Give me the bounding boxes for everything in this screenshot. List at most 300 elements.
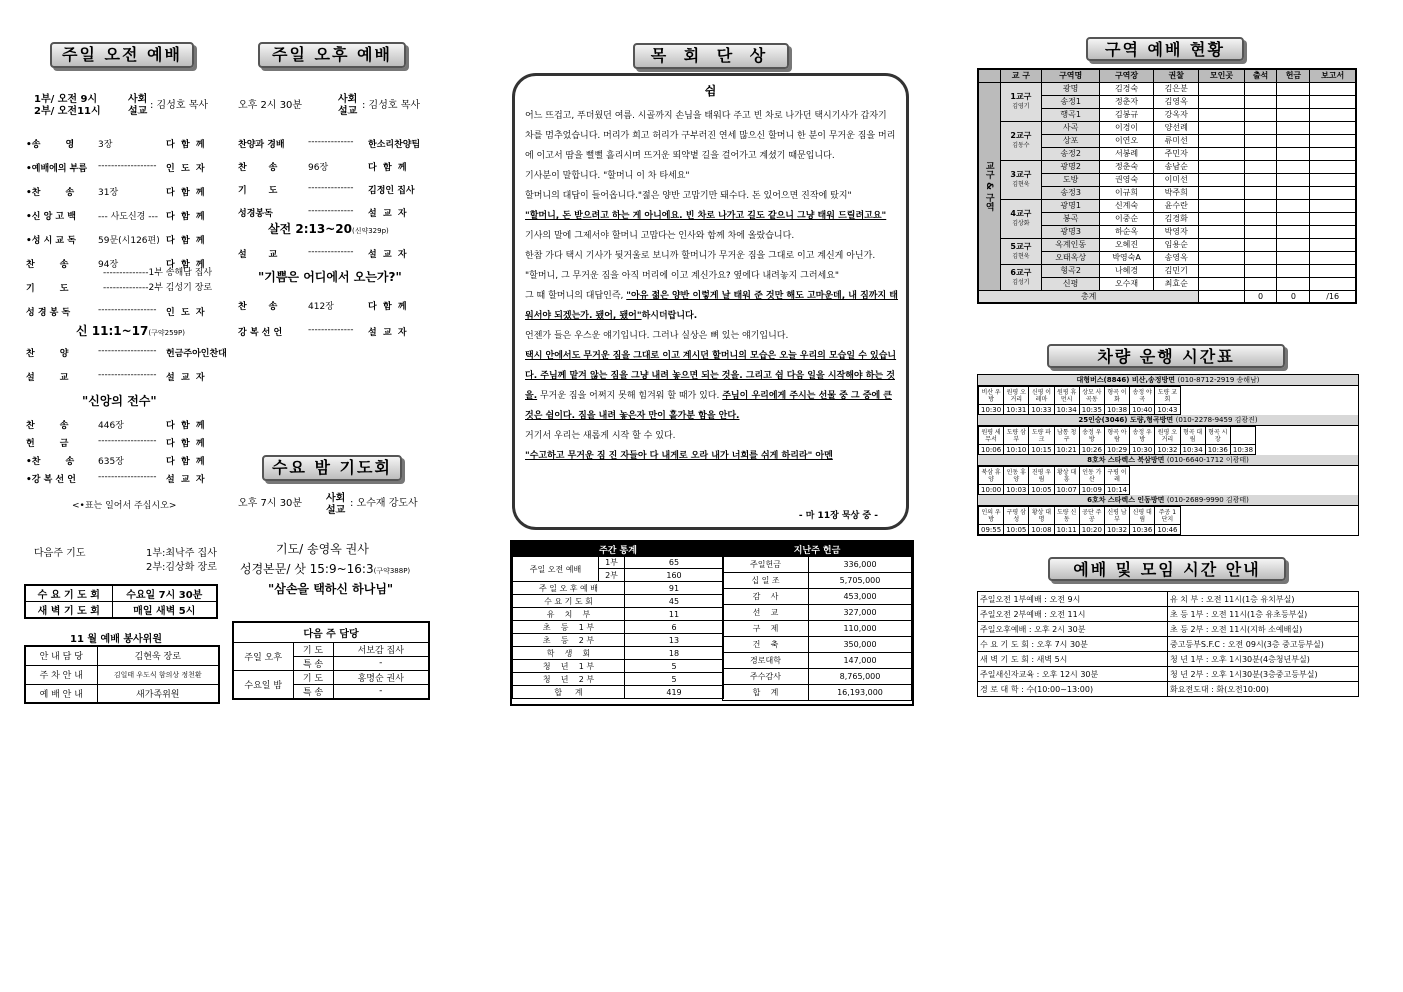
schedule-right: 초 등 2부 : 오전 11시(지하 소예배실) bbox=[1168, 622, 1359, 637]
bus-title: 차량 운행 시간표 bbox=[1047, 344, 1285, 368]
district-cell: 도방 bbox=[1042, 173, 1100, 186]
district-cell: 사곡 bbox=[1042, 121, 1100, 134]
afternoon-time: 오후 2시 30분 bbox=[238, 100, 303, 111]
bus-schedule bbox=[977, 374, 1359, 536]
order-detail: 446장 bbox=[98, 421, 124, 431]
morning-sermon-title: "신앙의 전수" bbox=[82, 394, 157, 408]
afternoon-leader-label-1: 사회 bbox=[338, 94, 358, 105]
order-row bbox=[26, 134, 216, 158]
order-item: 찬 송 bbox=[26, 421, 69, 431]
district-blank bbox=[1310, 199, 1356, 212]
stats-value: 6 bbox=[625, 621, 724, 634]
team-role: 주 차 안 내 bbox=[25, 665, 97, 684]
column-paragraph: 기사분이 말합니다. "할머니 이 차 타세요" bbox=[525, 171, 690, 181]
order-detail: ------------------ bbox=[98, 161, 157, 171]
order-row bbox=[238, 296, 426, 322]
district-blank bbox=[1277, 134, 1310, 147]
district-blank bbox=[1310, 225, 1356, 238]
order-row bbox=[26, 433, 216, 451]
stats-value: 5 bbox=[625, 660, 724, 673]
district-cell: 임용순 bbox=[1154, 238, 1199, 251]
duty-person: 서보감 집사 bbox=[333, 642, 429, 656]
district-blank bbox=[1199, 199, 1244, 212]
order-item: 성경봉독 bbox=[238, 209, 273, 219]
order-row bbox=[26, 230, 216, 254]
stats-label: 초 등 2 부 bbox=[513, 634, 625, 647]
column-title: 목 회 단 상 bbox=[633, 43, 789, 69]
column-paragraph: 언젠가 들은 우스운 얘기입니다. 그러나 실상은 뼈 있는 얘기입니다. bbox=[525, 331, 789, 341]
bus-time: 09:55 bbox=[979, 525, 1004, 535]
district-cell: 광명 bbox=[1042, 82, 1100, 95]
district-cell: 오태옥상 bbox=[1042, 251, 1100, 264]
order-item: 찬 송 bbox=[26, 260, 69, 270]
order-detail: 31장 bbox=[98, 188, 119, 198]
bus-route-title: 25인승(3046) 도량,형곡방면 (010-2278-9459 김광진) bbox=[978, 415, 1358, 426]
district-cell: 신평 bbox=[1042, 277, 1100, 290]
bus-time: 10:03 bbox=[1004, 485, 1029, 495]
district-header-spacer bbox=[978, 69, 1000, 82]
column-paragraph: 기사의 말에 그제서야 할머니 고맙다는 인사와 함께 차에 올랐습니다. bbox=[525, 231, 795, 241]
offering-value: 147,000 bbox=[809, 653, 912, 669]
district-blank bbox=[1277, 277, 1310, 290]
bus-stop: 황상 대흥 bbox=[1054, 467, 1079, 485]
order-row bbox=[238, 244, 426, 267]
morning-scripture: 신 11:1~17(구약259P) bbox=[76, 324, 185, 338]
morning-order-3 bbox=[26, 415, 216, 487]
wednesday-leader: : 오수재 강도사 bbox=[350, 498, 418, 509]
district-blank bbox=[1244, 82, 1277, 95]
stats-value: 13 bbox=[625, 634, 724, 647]
column-paragraph: "할머니, 돈 받으려고 하는 게 아니에요. 빈 차로 나가고 길도 같으니 그냥 태워 드릴려고요" bbox=[525, 211, 887, 221]
district-total-rep: /16 bbox=[1310, 290, 1356, 303]
order-item: 찬 송 bbox=[238, 302, 278, 312]
district-cell: 송영옥 bbox=[1154, 251, 1199, 264]
morning-prayer-1: --------------1부 송해남 집사 bbox=[103, 268, 213, 278]
district-blank bbox=[1310, 134, 1356, 147]
bus-time: 10:30 bbox=[979, 405, 1004, 415]
stats-label: 청 년 2 부 bbox=[513, 673, 625, 686]
district-cell: 윤수란 bbox=[1154, 199, 1199, 212]
district-blank bbox=[1199, 147, 1244, 160]
district-cell: 이미선 bbox=[1154, 173, 1199, 186]
stats-label: 주 일 오 후 예 배 bbox=[513, 582, 625, 595]
order-person: 헌금주아인찬대 bbox=[166, 349, 227, 359]
bus-time: 10:06 bbox=[979, 445, 1004, 455]
district-cell: 오혜진 bbox=[1100, 238, 1154, 251]
district-cell: 옥계인동 bbox=[1042, 238, 1100, 251]
bus-time: 10:26 bbox=[1079, 445, 1104, 455]
district-blank bbox=[1277, 251, 1310, 264]
district-blank bbox=[1310, 82, 1356, 95]
afternoon-leader-label-2: 설교 bbox=[338, 106, 358, 117]
order-person: 다 함 께 bbox=[166, 260, 205, 270]
order-row bbox=[26, 343, 227, 367]
schedule-small-value: 수요일 7시 30분 bbox=[112, 585, 217, 602]
district-group: 5교구 김현욱 bbox=[1000, 238, 1042, 264]
morning-time-1: 1부/ 오전 9시 bbox=[34, 94, 98, 105]
bus-route-table bbox=[978, 426, 1256, 455]
stats-value: 419 bbox=[625, 686, 724, 699]
district-cell: 박영숙A bbox=[1100, 251, 1154, 264]
district-blank bbox=[1277, 160, 1310, 173]
order-detail: 94장 bbox=[98, 260, 119, 270]
district-blank bbox=[1244, 264, 1277, 277]
district-cell: 봉곡 bbox=[1042, 212, 1100, 225]
district-blank bbox=[1277, 173, 1310, 186]
district-blank bbox=[1244, 212, 1277, 225]
offering-value: 16,193,000 bbox=[809, 685, 912, 701]
wednesday-time: 오후 7시 30분 bbox=[238, 498, 303, 509]
order-person: 인 도 자 bbox=[166, 308, 205, 318]
order-person: 설 교 자 bbox=[166, 475, 205, 485]
district-title: 구역 예배 현황 bbox=[1086, 37, 1244, 61]
district-blank bbox=[1199, 95, 1244, 108]
duty-kind: 기 도 bbox=[293, 670, 333, 684]
service-team-title: 11 월 예배 봉사위원 bbox=[70, 634, 162, 645]
bus-stop: 비산 우방 bbox=[979, 387, 1004, 405]
afternoon-scripture: 살전 2:13~20(신약329p) bbox=[268, 222, 389, 236]
district-blank bbox=[1310, 108, 1356, 121]
order-detail: -------------- bbox=[308, 183, 354, 193]
district-blank bbox=[1277, 147, 1310, 160]
wednesday-leader-label-2: 설교 bbox=[326, 505, 346, 516]
bus-time: 10:36 bbox=[1130, 525, 1155, 535]
district-blank bbox=[1244, 147, 1277, 160]
order-item: •성 시 교 독 bbox=[26, 236, 76, 246]
bus-stop: 원평 오거리 bbox=[1004, 387, 1029, 405]
bus-stop: 인동 가산 bbox=[1079, 467, 1104, 485]
district-group: 2교구 김동수 bbox=[1000, 121, 1042, 160]
morning-prayer-2: --------------2부 김성기 장로 bbox=[103, 283, 213, 293]
bus-time: 10:46 bbox=[1155, 525, 1180, 535]
order-item: •찬 송 bbox=[26, 457, 75, 467]
stats-label: 수 요 기 도 회 bbox=[513, 595, 625, 608]
order-item: 기 도 bbox=[26, 284, 69, 294]
bus-time: 10:38 bbox=[1230, 445, 1255, 455]
column-heading: 쉼 bbox=[704, 84, 717, 98]
offering-label: 주일헌금 bbox=[723, 557, 809, 573]
bus-stop: 도량 파크 bbox=[1029, 427, 1054, 445]
order-row bbox=[26, 415, 216, 433]
district-cell: 김영옥 bbox=[1154, 95, 1199, 108]
district-blank bbox=[1277, 186, 1310, 199]
district-blank bbox=[1199, 212, 1244, 225]
district-cell: 광명3 bbox=[1042, 225, 1100, 238]
order-item: •송 영 bbox=[26, 140, 75, 150]
district-cell: 김경화 bbox=[1154, 212, 1199, 225]
district-cell: 강옥자 bbox=[1154, 108, 1199, 121]
district-blank bbox=[1199, 264, 1244, 277]
district-cell: 하순옥 bbox=[1100, 225, 1154, 238]
district-cell: 광명1 bbox=[1042, 199, 1100, 212]
column-paragraph: "할머니, 그 무거운 짐을 아직 머리에 이고 계신가요? 옆에다 내려놓지 그러세요" bbox=[525, 271, 840, 281]
prayer-meeting-table bbox=[24, 584, 218, 619]
morning-order-1 bbox=[26, 134, 216, 326]
duty-group: 수요일 밤 bbox=[233, 670, 293, 699]
order-person: 인 도 자 bbox=[166, 164, 205, 174]
stats-label: 초 등 1 부 bbox=[513, 621, 625, 634]
bus-time: 10:10 bbox=[1004, 445, 1029, 455]
order-item: •신 앙 고 백 bbox=[26, 212, 76, 222]
district-blank bbox=[1199, 277, 1244, 290]
bus-stop: 송정 우방 bbox=[1079, 427, 1104, 445]
district-blank bbox=[1310, 160, 1356, 173]
district-cell: 신계숙 bbox=[1100, 199, 1154, 212]
bus-time: 10:33 bbox=[1029, 405, 1054, 415]
schedule-small-label: 새 벽 기 도 회 bbox=[25, 602, 112, 619]
district-blank bbox=[1277, 238, 1310, 251]
offering-value: 8,765,000 bbox=[809, 669, 912, 685]
district-total-att: 0 bbox=[1244, 290, 1277, 303]
bus-time: 10:09 bbox=[1079, 485, 1104, 495]
order-person: 설 교 자 bbox=[166, 373, 205, 383]
stats-label: 청 년 1 부 bbox=[513, 660, 625, 673]
district-blank bbox=[1310, 121, 1356, 134]
order-person: 한소리찬양팀 bbox=[368, 140, 421, 150]
schedule-left: 수 요 기 도 회 : 오후 7시 30분 bbox=[978, 637, 1168, 652]
order-item: 찬 양 bbox=[26, 349, 69, 359]
duty-person: 홍명순 권사 bbox=[333, 670, 429, 684]
district-blank bbox=[1199, 186, 1244, 199]
district-cell: 오수재 bbox=[1100, 277, 1154, 290]
district-cell: 김민기 bbox=[1154, 264, 1199, 277]
order-item: •강 복 선 언 bbox=[26, 475, 76, 485]
bus-stop: 형곡 이화 bbox=[1104, 387, 1129, 405]
bus-route-table bbox=[978, 466, 1130, 495]
district-group: 4교구 김상화 bbox=[1000, 199, 1042, 238]
district-cell: 행곡1 bbox=[1042, 108, 1100, 121]
bus-time: 10:29 bbox=[1104, 445, 1129, 455]
district-header: 권찰 bbox=[1154, 69, 1199, 82]
district-header: 구역명 bbox=[1042, 69, 1100, 82]
bus-time: 10:20 bbox=[1079, 525, 1104, 535]
bus-time: 10:15 bbox=[1029, 445, 1054, 455]
district-cell: 주민자 bbox=[1154, 147, 1199, 160]
column-paragraph: 그 때 할머니의 대답인즉, "아유 젊은 양반 이렇게 날 태워 준 것만 해도 고마운데, 내 짐까지 태워서야 되겠는가. 됐어, 됐어"하시더랍니다. bbox=[525, 291, 899, 321]
order-item: •찬 송 bbox=[26, 188, 75, 198]
order-detail: ------------------ bbox=[98, 436, 157, 446]
bus-route-title: 6호차 스타렉스 인동방면 (010-2689-9990 김광태) bbox=[978, 495, 1358, 506]
order-person: 설 교 자 bbox=[368, 328, 407, 338]
order-item: 설 교 bbox=[238, 250, 278, 260]
afternoon-order-1 bbox=[238, 134, 426, 226]
order-detail: ------------------ bbox=[98, 305, 157, 315]
stats-value: 11 bbox=[625, 608, 724, 621]
offering-label: 선 교 bbox=[723, 605, 809, 621]
order-row bbox=[238, 134, 426, 157]
district-header: 보고서 bbox=[1310, 69, 1356, 82]
district-blank bbox=[1199, 173, 1244, 186]
bus-stop: 도량 신동 bbox=[1054, 507, 1079, 525]
bus-time: 10:31 bbox=[1004, 405, 1029, 415]
stats-value: 91 bbox=[625, 582, 724, 595]
bus-stop: 도량 삼부 bbox=[1004, 427, 1029, 445]
order-person: 김정인 집사 bbox=[368, 186, 415, 196]
order-person: 다 함 께 bbox=[166, 188, 205, 198]
bus-stop: 송정 우방 bbox=[1130, 427, 1155, 445]
afternoon-order-3 bbox=[238, 296, 426, 348]
bus-stop: 원평 세무서 bbox=[979, 427, 1004, 445]
district-cell: 이중순 bbox=[1100, 212, 1154, 225]
morning-leader-label-1: 사회 bbox=[128, 94, 148, 105]
district-cell: 양선례 bbox=[1154, 121, 1199, 134]
bus-route-table bbox=[978, 386, 1181, 415]
order-person: 다 함 께 bbox=[166, 421, 205, 431]
weekly-stats-table bbox=[512, 542, 724, 699]
schedule-left: 새 벽 기 도 회 : 새벽 5시 bbox=[978, 652, 1168, 667]
district-blank bbox=[1199, 290, 1244, 303]
district-blank bbox=[1244, 173, 1277, 186]
order-detail: -------------- bbox=[308, 247, 354, 257]
schedule-right: 화요전도대 : 화(오전10:00) bbox=[1168, 682, 1359, 697]
stats-label: 유 치 부 bbox=[513, 608, 625, 621]
bus-stop: 형곡 대림 bbox=[1180, 427, 1205, 445]
district-cell: 김경숙 bbox=[1100, 82, 1154, 95]
bus-time: 10:34 bbox=[1180, 445, 1205, 455]
afternoon-leader: : 김성호 목사 bbox=[362, 100, 421, 111]
district-cell: 송남순 bbox=[1154, 160, 1199, 173]
duty-person: - bbox=[333, 684, 429, 699]
bus-time: 10:08 bbox=[1029, 525, 1054, 535]
offering-label: 주수감사 bbox=[723, 669, 809, 685]
district-cell: 최효순 bbox=[1154, 277, 1199, 290]
order-item: 설 교 bbox=[26, 373, 69, 383]
bus-stop: 황상 대명 bbox=[1029, 507, 1054, 525]
column-paragraph: 한참 가다 택시 기사가 뒷거울로 보니까 할머니가 무거운 짐을 그대로 이고 계신게 아닌가. bbox=[525, 251, 876, 261]
column-paragraph: "수고하고 무거운 짐 진 자들아 다 내게로 오라 내가 너희를 쉬게 하리라" 아멘 bbox=[525, 451, 833, 461]
order-person: 다 함 께 bbox=[166, 212, 205, 222]
stats-value: 5 bbox=[625, 673, 724, 686]
schedule-left: 경 로 대 학 : 수(10:00~13:00) bbox=[978, 682, 1168, 697]
district-blank bbox=[1310, 251, 1356, 264]
weekly-stats-title: 주간 통계 bbox=[513, 543, 724, 557]
offering-value: 327,000 bbox=[809, 605, 912, 621]
bus-stop: 원평 오거리 bbox=[1155, 427, 1180, 445]
order-row bbox=[238, 180, 426, 203]
schedule-table bbox=[977, 591, 1359, 697]
district-blank bbox=[1199, 82, 1244, 95]
order-row bbox=[26, 367, 216, 391]
schedule-right: 유 치 부 : 오전 11시(1층 유치부실) bbox=[1168, 592, 1359, 607]
district-cell: 정춘숙 bbox=[1100, 160, 1154, 173]
order-detail: 635장 bbox=[98, 457, 124, 467]
order-person: 다 함 께 bbox=[368, 163, 407, 173]
district-blank bbox=[1199, 121, 1244, 134]
district-table bbox=[977, 68, 1357, 304]
district-header: 출석 bbox=[1244, 69, 1277, 82]
bus-time: 10:32 bbox=[1155, 445, 1180, 455]
district-blank bbox=[1277, 264, 1310, 277]
offering-title: 지난주 헌금 bbox=[723, 543, 912, 557]
offering-value: 453,000 bbox=[809, 589, 912, 605]
stats-label: 주일 오전 예배 bbox=[513, 557, 599, 582]
schedule-left: 주일새신자교육 : 오후 12시 30분 bbox=[978, 667, 1168, 682]
offering-value: 350,000 bbox=[809, 637, 912, 653]
district-cell: 박주희 bbox=[1154, 186, 1199, 199]
bus-time: 10:21 bbox=[1054, 445, 1079, 455]
order-person: 다 함 께 bbox=[368, 302, 407, 312]
order-person: 다 함 께 bbox=[166, 439, 205, 449]
district-header: 교 구 bbox=[1000, 69, 1042, 82]
district-cell: 이연오 bbox=[1100, 134, 1154, 147]
order-person: 다 함 께 bbox=[166, 236, 205, 246]
district-blank bbox=[1310, 238, 1356, 251]
next-prayer-2: 2부:김상화 장로 bbox=[146, 562, 217, 573]
column-paragraph: 할머니의 대답이 들어옵니다."젊은 양반 고맙기만 돼수다. 돈 있어으면 진작에 탔지" bbox=[525, 191, 852, 201]
district-header: 모인곳 bbox=[1199, 69, 1244, 82]
order-item: •예배에의 부름 bbox=[26, 164, 88, 174]
duty-kind: 특 송 bbox=[293, 684, 333, 699]
stats-value: 18 bbox=[625, 647, 724, 660]
order-row bbox=[26, 158, 216, 182]
district-blank bbox=[1310, 264, 1356, 277]
bus-stop: 원평 휴먼시 bbox=[1054, 387, 1079, 405]
bus-time: 10:43 bbox=[1155, 405, 1180, 415]
district-blank bbox=[1244, 277, 1277, 290]
bus-route-title: 대형버스(8846) 비산,송정방면 (010-8712-2919 송해남) bbox=[978, 375, 1358, 386]
offering-value: 110,000 bbox=[809, 621, 912, 637]
bus-stop bbox=[1230, 427, 1255, 445]
bus-stop: 신평 남부 bbox=[1104, 507, 1129, 525]
order-item: 성 경 봉 독 bbox=[26, 308, 71, 318]
duty-group: 주일 오후 bbox=[233, 642, 293, 670]
district-cell: 권영숙 bbox=[1100, 173, 1154, 186]
schedule-left: 주일오전 1부예배 : 오전 9시 bbox=[978, 592, 1168, 607]
district-blank bbox=[1244, 160, 1277, 173]
order-item: 강 복 선 언 bbox=[238, 328, 283, 338]
order-person: 다 함 께 bbox=[166, 140, 205, 150]
bus-time: 10:34 bbox=[1054, 405, 1079, 415]
schedule-right: 중고등부S.F.C : 오전 09시(3층 중고등부실) bbox=[1168, 637, 1359, 652]
district-cell: 광명2 bbox=[1042, 160, 1100, 173]
bus-route-table bbox=[978, 506, 1181, 535]
order-detail: 3장 bbox=[98, 140, 113, 150]
offering-value: 5,705,000 bbox=[809, 573, 912, 589]
order-item: 찬 송 bbox=[238, 163, 278, 173]
stats-sub: 2부 bbox=[599, 569, 625, 582]
morning-leader: : 김성호 목사 bbox=[150, 100, 209, 111]
stats-sub: 1부 bbox=[599, 557, 625, 569]
district-total-label: 총계 bbox=[978, 290, 1199, 303]
district-blank bbox=[1199, 251, 1244, 264]
column-paragraph: 어느 뜨겁고, 푸더웠던 여름. 시골까지 손님을 태워다 주고 빈 차로 나가던 택시기사가 갑자기 차를 멈추었습니다. 머리가 희고 허리가 구부러진 연세 많으신 할머니 한 분이 무거운 짐을 머리에 이고서 땀을 뻘뻘 흘리시며 뜨거운 뙤약볕 길을 걸어가고 계셨기 때문입니다. bbox=[525, 111, 896, 161]
order-detail: ------------------ bbox=[98, 370, 157, 380]
district-blank bbox=[1277, 225, 1310, 238]
morning-note: <•표는 일어서 주십시오> bbox=[72, 501, 177, 511]
morning-order-2 bbox=[26, 343, 227, 391]
order-person: 설 교 자 bbox=[368, 250, 407, 260]
offering-value: 336,000 bbox=[809, 557, 912, 573]
afternoon-order-2 bbox=[238, 244, 426, 267]
schedule-right: 청 년 1부 : 오후 1시30분(4층청년부실) bbox=[1168, 652, 1359, 667]
district-cell: 형곡2 bbox=[1042, 264, 1100, 277]
bus-time: 10:05 bbox=[1004, 525, 1029, 535]
bus-time: 10:07 bbox=[1054, 485, 1079, 495]
district-blank bbox=[1244, 108, 1277, 121]
schedule-right: 청 년 2부 : 오후 1시30분(3층중고등부실) bbox=[1168, 667, 1359, 682]
bus-stop: 인의 우방 bbox=[979, 507, 1004, 525]
bus-time: 10:36 bbox=[1205, 445, 1230, 455]
district-blank bbox=[1277, 95, 1310, 108]
bus-time: 10:30 bbox=[1130, 445, 1155, 455]
team-role: 안 내 담 당 bbox=[25, 646, 97, 665]
order-row bbox=[26, 469, 216, 487]
schedule-title: 예배 및 모임 시간 안내 bbox=[1048, 557, 1286, 581]
district-blank bbox=[1199, 108, 1244, 121]
order-detail: -------------- bbox=[308, 325, 354, 335]
district-blank bbox=[1310, 147, 1356, 160]
stats-value: 45 bbox=[625, 595, 724, 608]
